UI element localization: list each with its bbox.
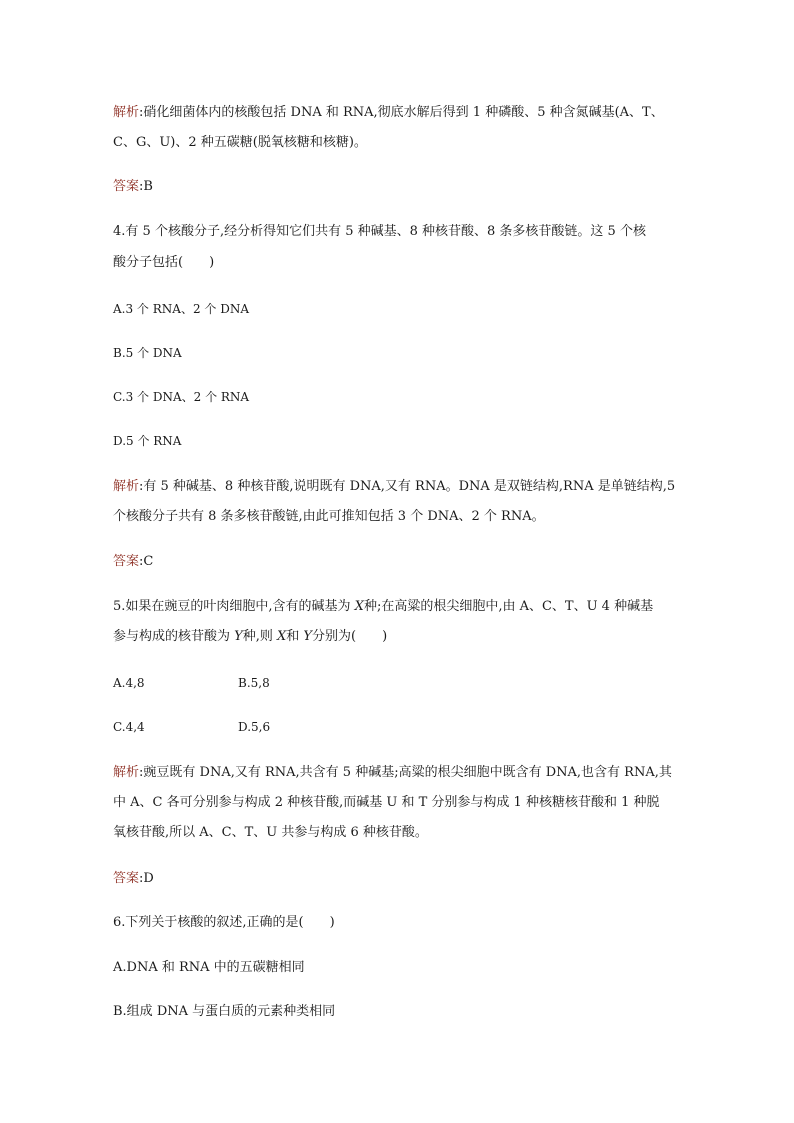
variable-y: Y: [303, 629, 312, 644]
analysis-label: 解析: [113, 479, 140, 494]
answer-label: 答案: [113, 554, 140, 569]
q4-analysis-line-1: 解析:有 5 种碱基、8 种核苷酸,说明既有 DNA,又有 RNA。DNA 是双链结构,RNA 是单链结构,5: [113, 479, 676, 494]
q3-analysis-line-1: 解析:硝化细菌体内的核酸包括 DNA 和 RNA,彻底水解后得到 1 种磷酸、5 种含氮碱基(A、T、: [113, 105, 664, 120]
q5-analysis-line-1: 解析:豌豆既有 DNA,又有 RNA,共含有 5 种碱基;高粱的根尖细胞中既含有 DNA,也含有 RNA,其: [113, 765, 672, 780]
q5-stem-line-2: 参与构成的核苷酸为 Y种,则 X和 Y分别为( ): [113, 629, 388, 644]
q4-stem-line-1: 4.有 5 个核酸分子,经分析得知它们共有 5 种碱基、8 种核苷酸、8 条多核苷酸链。这 5 个核: [113, 224, 646, 239]
q4-option-b: B.5 个 DNA: [113, 346, 182, 360]
q4-answer: 答案:C: [113, 554, 154, 569]
q5-options-row-1: [113, 675, 145, 691]
variable-x: X: [354, 599, 364, 614]
q3-analysis-line-2: C、G、U)、2 种五碳糖(脱氧核糖和核糖)。: [113, 135, 367, 150]
variable-y: Y: [234, 629, 243, 644]
analysis-label: 解析: [113, 765, 140, 780]
answer-label: 答案: [113, 179, 140, 194]
q3-answer: 答案:B: [113, 179, 153, 194]
q5-option-d: D.5,6: [238, 720, 271, 734]
q5-analysis-line-2: 中 A、C 各可分别参与构成 2 种核苷酸,而碱基 U 和 T 分别参与构成 1 种核糖核苷酸和 1 种脱: [113, 795, 660, 810]
q6-option-b: B.组成 DNA 与蛋白质的元素种类相同: [113, 1004, 336, 1019]
q5-option-a: A.4,8: [113, 676, 145, 690]
variable-x: X: [277, 629, 287, 644]
q4-option-d: D.5 个 RNA: [113, 434, 182, 448]
q6-stem: 6.下列关于核酸的叙述,正确的是( ): [113, 915, 335, 930]
answer-label: 答案: [113, 871, 140, 886]
q4-option-c: C.3 个 DNA、2 个 RNA: [113, 390, 250, 404]
q5-options-row-2: [113, 719, 145, 735]
q5-option-c: C.4,4: [113, 720, 145, 734]
q5-option-b: B.5,8: [238, 676, 270, 690]
q6-option-a: A.DNA 和 RNA 中的五碳糖相同: [113, 960, 305, 975]
q5-answer: 答案:D: [113, 871, 154, 886]
q4-stem-line-2: 酸分子包括( ): [113, 255, 215, 270]
q4-analysis-line-2: 个核酸分子共有 8 条多核苷酸链,由此可推知包括 3 个 DNA、2 个 RNA。: [113, 509, 545, 524]
q4-option-a: A.3 个 RNA、2 个 DNA: [113, 302, 249, 316]
analysis-label: 解析: [113, 105, 140, 120]
q5-stem-line-1: 5.如果在豌豆的叶肉细胞中,含有的碱基为 X种;在高粱的根尖细胞中,由 A、C、T、U 4 种碱基: [113, 599, 654, 614]
q5-analysis-line-3: 氧核苷酸,所以 A、C、T、U 共参与构成 6 种核苷酸。: [113, 825, 428, 840]
